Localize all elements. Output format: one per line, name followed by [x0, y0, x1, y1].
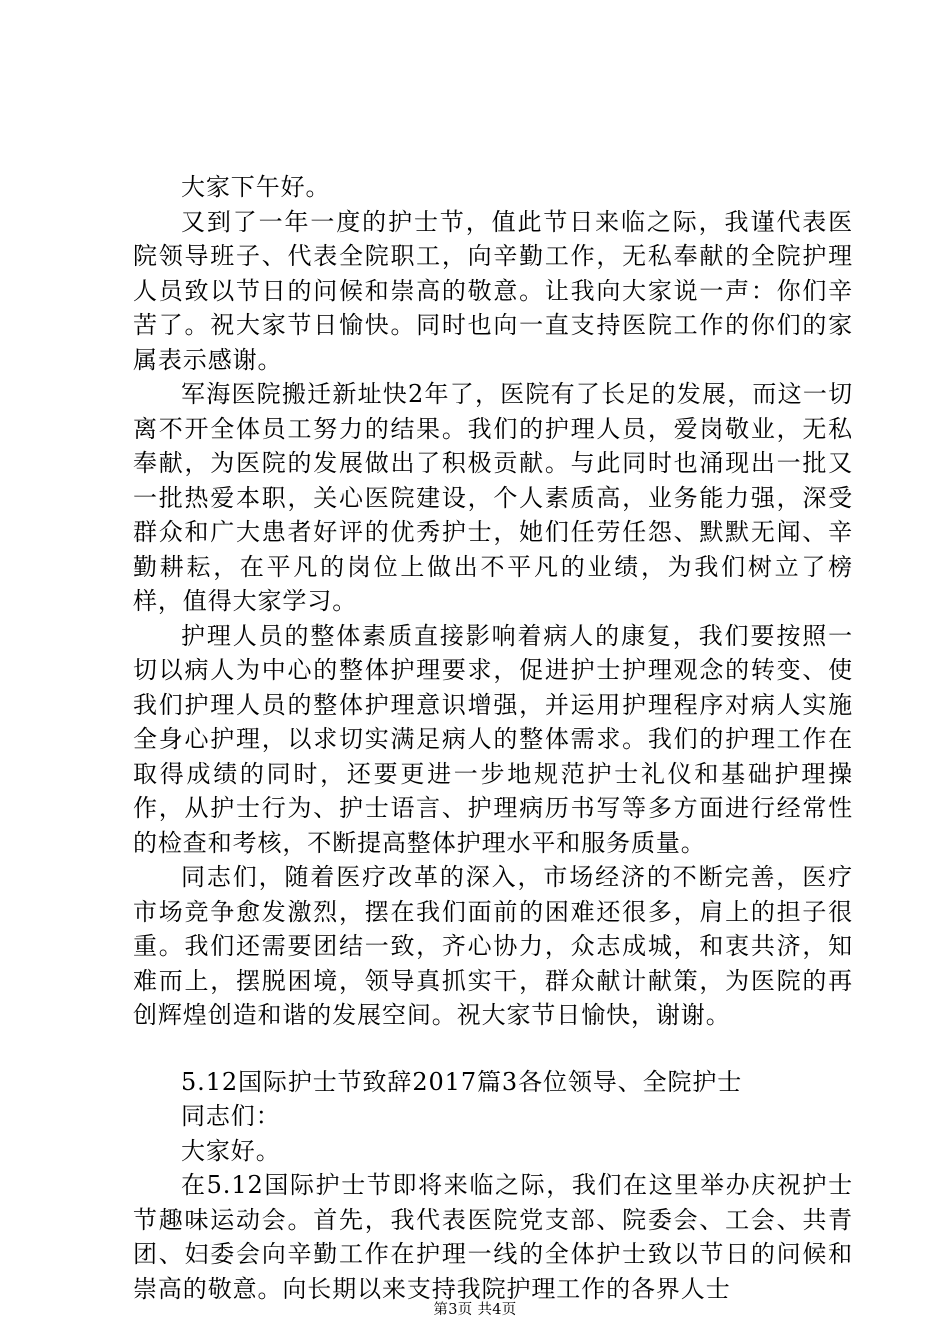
paragraph-greeting: 大家下午好。	[181, 173, 331, 201]
section-heading: 5.12国际护士节致辞2017篇3各位领导、全院护士	[181, 1067, 743, 1096]
page-number: 第3页 共4页	[433, 1302, 517, 1318]
section-gap	[133, 1033, 853, 1065]
paragraph-closing: 同志们，随着医疗改革的深入，市场经济的不断完善，医疗市场竞争愈发激烈，摆在我们面前的困难还很多，肩上的担子很重。我们还需要团结一致，齐心协力，众志成城，和衷共济，知难而上，摆脱困境，领导真抓实干，群众献计献策，为医院的再创辉煌创造和谐的发展空间。祝大家节日愉快，谢谢。	[133, 863, 853, 1029]
paragraph-nursing-quality: 护理人员的整体素质直接影响着病人的康复，我们要按照一切以病人为中心的整体护理要求，促进护士护理观念的转变、使我们护理人员的整体护理意识增强，并运用护理程序对病人实施全身心护理，以求切实满足病人的整体需求。我们的护理工作在取得成绩的同时，还要更进一步地规范护士礼仪和基础护理操作，从护士行为、护士语言、护理病历书写等多方面进行经常性的检查和考核，不断提高整体护理水平和服务质量。	[133, 621, 853, 857]
paragraph-greeting-2: 大家好。	[181, 1136, 281, 1165]
paragraph-development: 军海医院搬迁新址快2年了，医院有了长足的发展，而这一切离不开全体员工努力的结果。我们的护理人员，爱岗敬业，无私奉献，为医院的发展做出了积极贡献。与此同时也涌现出一批又一批热爱本职，关心医院建设，个人素质高，业务能力强，深受群众和广大患者好评的优秀护士，她们任劳任怨、默默无闻、辛勤耕耘，在平凡的岗位上做出不平凡的业绩，为我们树立了榜样，值得大家学习。	[133, 380, 853, 615]
paragraph-opening: 又到了一年一度的护士节，值此节日来临之际，我谨代表医院领导班子、代表全院职工，向辛勤工作，无私奉献的全院护理人员致以节日的问候和崇高的敬意。让我向大家说一声：你们辛苦了。祝大家节日愉快。同时也向一直支持医院工作的你们的家属表示感谢。	[133, 207, 853, 374]
document-body	[133, 170, 853, 1306]
paragraph-sports-meeting: 在5.12国际护士节即将来临之际，我们在这里举办庆祝护士节趣味运动会。首先，我代表医院党支部、院委会、工会、共青团、妇委会向辛勤工作在护理一线的全体护士致以节日的问候和崇高的敬意。向长期以来支持我院护理工作的各界人士	[133, 1171, 853, 1303]
salutation: 同志们：	[181, 1102, 281, 1130]
